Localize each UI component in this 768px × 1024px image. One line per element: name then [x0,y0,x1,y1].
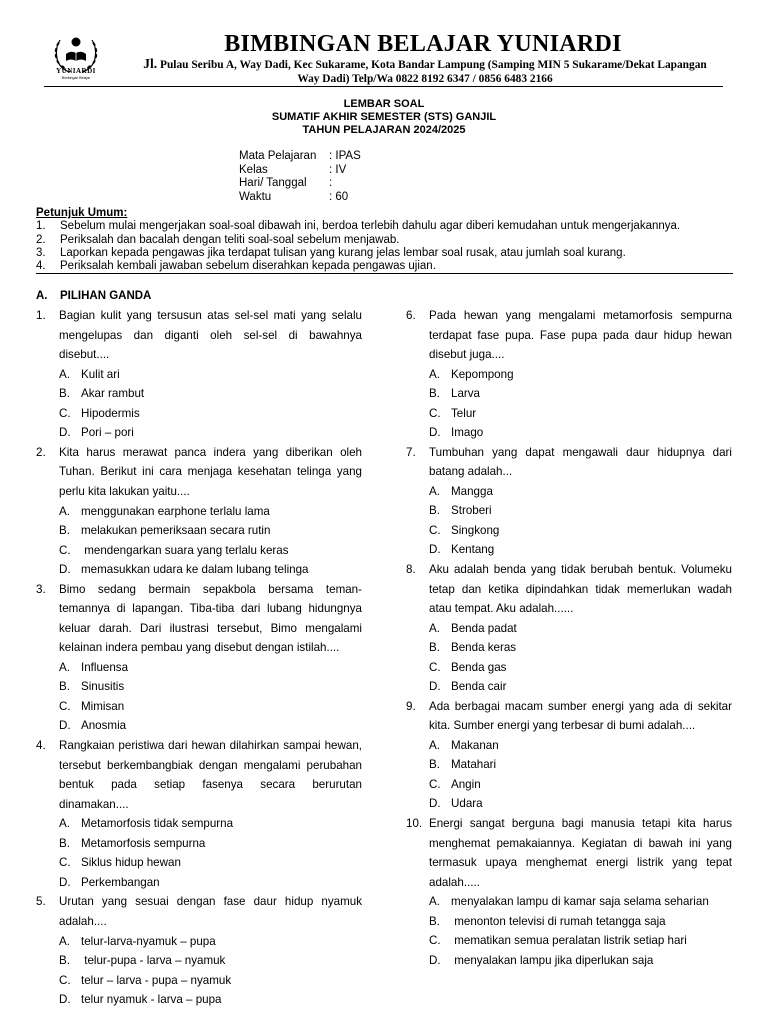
answer-option [59,873,362,893]
answer-option [429,755,732,775]
answer-option [59,697,362,717]
question-text: Rangkaian peristiwa dari hewan dilahirkan sampai hewan, tersebut berkembangbiak dengan mengalami perubahan bentuk pada setiap fasenya secara berurutan dinamakan.... [59,738,362,811]
option-letter: C. [429,934,441,948]
answer-option [59,834,362,854]
header-divider [44,86,723,87]
instructions-title: Petunjuk Umum: [36,207,128,219]
option-text: telur nyamuk - larva – pupa [81,993,222,1006]
answer-option [429,931,732,951]
question-item [406,443,732,560]
question-item [406,697,732,814]
answer-option [59,541,362,561]
info-label: Kelas [239,163,268,176]
option-text: Akar rambut [81,387,145,401]
option-letter: A. [59,934,70,948]
answer-option [429,521,732,541]
answer-option [429,365,732,385]
question-number: 2. [36,445,46,459]
instruction-number: 2. [36,233,46,246]
answer-option [429,619,732,639]
info-row [239,177,361,191]
option-text: menyalakan lampu di kamar saja selama seharian [451,895,709,909]
option-text: Udara [451,797,483,811]
option-letter: B. [59,954,70,967]
option-text: Pori – pori [81,426,134,440]
option-letter: C. [429,523,441,537]
logo-subtext: Bimbingan Belajar [61,76,91,80]
option-text: melakukan pemeriksaan secara rutin [81,524,271,538]
instruction-item [36,234,736,247]
option-text: menggunakan earphone terlalu lama [81,504,270,518]
school-name: BIMBINGAN BELAJAR YUNIARDI [224,31,622,57]
question-number: 4. [36,738,46,752]
option-text: Benda padat [451,621,517,635]
question-number: 5. [36,895,46,909]
option-letter: B. [429,641,440,655]
answer-option [429,892,732,912]
option-text: menyalakan lampu jika diperlukan saja [451,953,654,967]
option-letter: B. [429,914,440,928]
option-text: Sinusitis [81,680,125,694]
question-text: Energi sangat berguna bagi manusia tetapi kita harus menghemat pemakaiannya. Kegiatan di bawah ini yang termasuk upaya menghemat energi listrik yang tepat adalah..... [429,816,732,889]
option-letter: C. [429,660,441,674]
option-letter: C. [59,856,71,870]
instruction-number: 1. [36,220,46,233]
info-label: Hari/ Tanggal [239,177,307,189]
option-text: telur-pupa - larva – nyamuk [81,954,226,967]
option-text: Stroberi [451,504,492,518]
option-letter: A. [429,895,440,909]
question-text: Tumbuhan yang dapat mengawali daur hidupnya dari batang adalah... [429,445,732,479]
question-number: 7. [406,445,416,459]
option-letter: B. [429,758,440,772]
option-text: telur – larva - pupa – nyamuk [81,973,232,987]
info-row [239,164,361,178]
option-letter: D. [429,797,441,811]
answer-option [59,404,362,424]
address-prefix: Jl. [143,56,158,71]
option-text: Anosmia [81,719,127,733]
option-letter: A. [429,367,440,381]
question-number: 1. [36,309,46,322]
option-letter: D. [429,953,441,967]
answer-option [429,775,732,795]
option-letter: B. [59,387,70,401]
answer-option [429,540,732,560]
section-heading [36,290,151,302]
info-value: : [329,177,333,189]
option-text: Influensa [81,660,129,674]
title-line-1: LEMBAR SOAL [343,98,425,110]
answer-option [429,677,732,697]
answer-option [59,502,362,522]
option-letter: B. [59,524,70,538]
questions-column-left [36,306,362,1010]
option-letter: A. [59,504,70,518]
answer-option [59,814,362,834]
exam-title [100,98,668,137]
answer-option [59,560,362,580]
instruction-item [36,260,736,273]
option-text: Kentang [451,543,495,557]
option-letter: A. [59,367,70,381]
option-letter: A. [59,817,70,831]
answer-option [429,912,732,932]
info-value: : IV [329,163,347,176]
option-text: telur-larva-nyamuk – pupa [81,934,216,948]
question-text: Aku adalah benda yang tidak berubah bentuk. Volumeku tetap dan ketika dipindahkan tidak memerlukan wadah atau tempat. Aku adalah...... [429,562,732,616]
option-text: Matahari [451,758,497,772]
option-letter: D. [429,426,441,440]
option-text: Larva [451,387,481,401]
option-letter: C. [59,543,71,557]
answer-option [59,384,362,404]
instruction-item [36,220,736,233]
question-number: 3. [36,582,46,596]
option-text: Mangga [451,484,493,498]
option-text: mematikan semua peralatan listrik setiap hari [451,934,687,948]
question-text: Pada hewan yang mengalami metamorfosis sempurna terdapat fase pupa. Fase pupa pada daur hidup hewan disebut juga.... [429,309,732,362]
option-text: Kepompong [451,367,514,381]
answer-option [429,384,732,404]
option-text: Kulit ari [81,367,120,381]
option-letter: A. [59,660,70,674]
option-letter: C. [59,699,71,713]
option-text: Mimisan [81,699,125,713]
answer-option [59,677,362,697]
option-text: Telur [451,406,477,420]
exam-info [239,150,361,204]
option-letter: B. [59,836,70,850]
answer-option [59,951,362,971]
instruction-item [36,247,736,260]
option-text: mendengarkan suara yang terlalu keras [81,543,289,557]
question-item [36,306,362,443]
section-number: A. [36,290,48,302]
info-label: Mata Pelajaran [239,150,317,162]
option-text: Imago [451,426,484,440]
answer-option [59,853,362,873]
question-number: 9. [406,699,416,713]
option-letter: D. [429,680,441,694]
option-text: Benda gas [451,660,507,674]
answer-option [429,638,732,658]
school-address [140,57,710,86]
option-text: Singkong [451,523,500,537]
instruction-text: Periksalah kembali jawaban sebelum diserahkan kepada pengawas ujian. [60,260,436,273]
info-label: Waktu [239,190,272,203]
instruction-text: Sebelum mulai mengerjakan soal-soal dibawah ini, berdoa terlebih dahulu agar diberi kemudahan untuk mengerjakannya. [60,220,681,233]
option-text: menonton televisi di rumah tetangga saja [451,914,666,928]
question-text: Urutan yang sesuai dengan fase daur hidup nyamuk adalah.... [59,895,362,928]
option-text: Metamorfosis tidak sempurna [81,817,234,831]
question-text: Ada berbagai macam sumber energi yang ada di sekitar kita. Sumber energi yang terbesar di bumi adalah.... [429,699,732,733]
title-line-3: TAHUN PELAJARAN 2024/2025 [302,124,466,136]
answer-option [429,736,732,756]
answer-option [429,951,732,971]
answer-option [429,658,732,678]
option-text: Perkembangan [81,875,160,889]
option-letter: D. [59,426,71,440]
option-text: memasukkan udara ke dalam lubang telinga [81,563,309,577]
section-divider [36,273,733,274]
question-item [406,306,732,443]
instruction-number: 3. [36,246,46,259]
option-text: Hipodermis [81,406,140,420]
question-item [36,580,362,736]
instruction-number: 4. [36,260,46,273]
option-letter: C. [429,777,441,791]
answer-option [59,932,362,952]
option-text: Makanan [451,738,499,752]
instructions [36,207,736,273]
answer-option [429,423,732,443]
info-value: : 60 [329,190,349,203]
option-text: Angin [451,777,481,791]
question-number: 6. [406,309,416,322]
answer-option [59,971,362,991]
question-text: Bagian kulit yang tersusun atas sel-sel mati yang selalu mengelupas dan diganti oleh sel-sel di bawahnya disebut.... [59,309,362,362]
option-text: Metamorfosis sempurna [81,836,206,850]
answer-option [59,990,362,1010]
option-text: Benda keras [451,641,517,655]
instruction-text: Laporkan kepada pengawas jika terdapat tulisan yang kurang jelas lembar soal rusak, atau jumlah soal kurang. [60,246,626,259]
option-letter: C. [59,406,71,420]
option-letter: D. [59,719,71,733]
question-number: 8. [406,562,416,576]
answer-option [59,658,362,678]
logo-text: YUNIARDI [56,67,96,75]
info-row [239,150,361,164]
info-value: : IPAS [329,150,361,162]
question-item [36,443,362,580]
option-letter: B. [429,504,440,518]
question-text: Kita harus merawat panca indera yang diberikan oleh Tuhan. Berikut ini cara menjaga kesehatan telinga yang perlu kita lakukan yaitu.... [59,445,362,498]
section-title: PILIHAN GANDA [60,290,152,302]
answer-option [429,501,732,521]
answer-option [59,521,362,541]
option-letter: A. [429,738,440,752]
address-text: Pulau Seribu A, Way Dadi, Kec Sukarame, Kota Bandar Lampung (Samping MIN 5 Sukarame/Dekat Lapangan Way Dadi) Telp/Wa 0822 8192 6347 / 0856 6483 2166 [160,59,707,85]
option-letter: C. [59,973,71,987]
questions-column-right [406,306,732,970]
question-item [36,892,362,1009]
question-item [406,814,732,970]
question-text: Bimo sedang bermain sepakbola bersama teman-temannya di lapangan. Tiba-tiba dari lubang hidungnya keluar darah. Dari ilustrasi tersebut, Bimo mengalami kelainan indera pembau yang disebut dengan istilah.... [59,582,362,655]
answer-option [59,716,362,736]
option-letter: A. [429,484,440,498]
option-letter: D. [59,875,71,889]
question-number: 10. [406,816,423,830]
answer-option [429,404,732,424]
instruction-text: Periksalah dan bacalah dengan teliti soal-soal sebelum menjawab. [60,233,400,246]
question-item [406,560,732,697]
option-letter: B. [429,387,440,401]
answer-option [429,482,732,502]
option-letter: A. [429,621,440,635]
info-row [239,191,361,205]
answer-option [429,794,732,814]
option-letter: D. [59,563,71,577]
option-letter: C. [429,406,441,420]
answer-option [59,365,362,385]
option-text: Siklus hidup hewan [81,856,181,870]
question-item [36,736,362,892]
title-line-2: SUMATIF AKHIR SEMESTER (STS) GANJIL [271,111,497,123]
option-letter: B. [59,680,70,694]
answer-option [59,423,362,443]
option-letter: D. [429,543,441,557]
option-text: Benda cair [451,680,507,694]
option-letter: D. [59,993,71,1006]
